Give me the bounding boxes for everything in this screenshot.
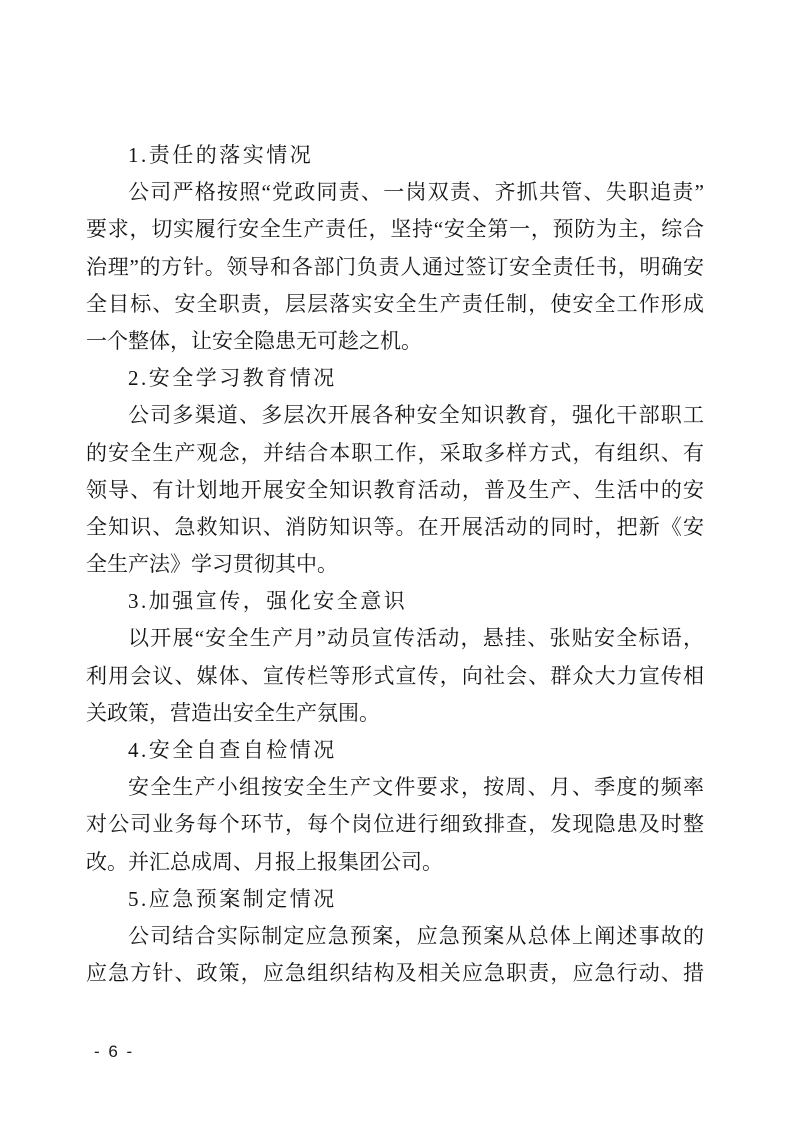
text-line: 以开展“安全生产月”动员宣传活动，悬挂、张贴安全标语，	[128, 626, 704, 651]
text-line: 要求，切实履行安全生产责任，坚持“安全第一，预防为主，综合	[86, 217, 704, 242]
text-line: 2.安全学习教育情况	[128, 366, 337, 391]
document-body	[86, 137, 704, 992]
text-line: 公司严格按照“党政同责、一岗双责、齐抓共管、失职追责”	[128, 180, 704, 205]
text-line: 对公司业务每个环节，每个岗位进行细致排查，发现隐患及时整	[86, 812, 704, 837]
page-number: - 6 -	[94, 1042, 135, 1061]
text-line: 利用会议、媒体、宣传栏等形式宣传，向社会、群众大力宣传相	[86, 663, 704, 688]
text-line: 全知识、急救知识、消防知识等。在开展活动的同时，把新《安	[86, 514, 704, 539]
text-line: 应急方针、政策，应急组织结构及相关应急职责，应急行动、措	[86, 961, 704, 986]
text-line: 3.加强宣传，强化安全意识	[128, 589, 408, 614]
text-line: 4.安全自查自检情况	[128, 738, 337, 762]
text-line: 领导、有计划地开展安全知识教育活动，普及生产、生活中的安	[86, 477, 704, 502]
text-line: 改。并汇总成周、月报上报集团公司。	[86, 849, 443, 874]
text-line: 的安全生产观念，并结合本职工作，采取多样方式，有组织、有	[86, 440, 704, 465]
page-footer	[94, 1042, 134, 1066]
text-line: 公司结合实际制定应急预案，应急预案从总体上阐述事故的	[128, 923, 704, 948]
text-line: 安全生产小组按安全生产文件要求，按周、月、季度的频率	[128, 775, 704, 800]
text-line: 全生产法》学习贯彻其中。	[86, 552, 338, 577]
text-line: 公司多渠道、多层次开展各种安全知识教育，强化干部职工	[128, 403, 704, 428]
text-line: 全目标、安全职责，层层落实安全生产责任制，使安全工作形成	[86, 291, 704, 316]
text-line: 一个整体，让安全隐患无可趁之机。	[86, 328, 422, 353]
text-line: 治理”的方针。领导和各部门负责人通过签订安全责任书，明确安	[86, 254, 704, 279]
text-line: 关政策，营造出安全生产氛围。	[86, 700, 380, 725]
text-line: 5.应急预案制定情况	[128, 886, 337, 911]
text-line: 1.责任的落实情况	[128, 143, 314, 167]
